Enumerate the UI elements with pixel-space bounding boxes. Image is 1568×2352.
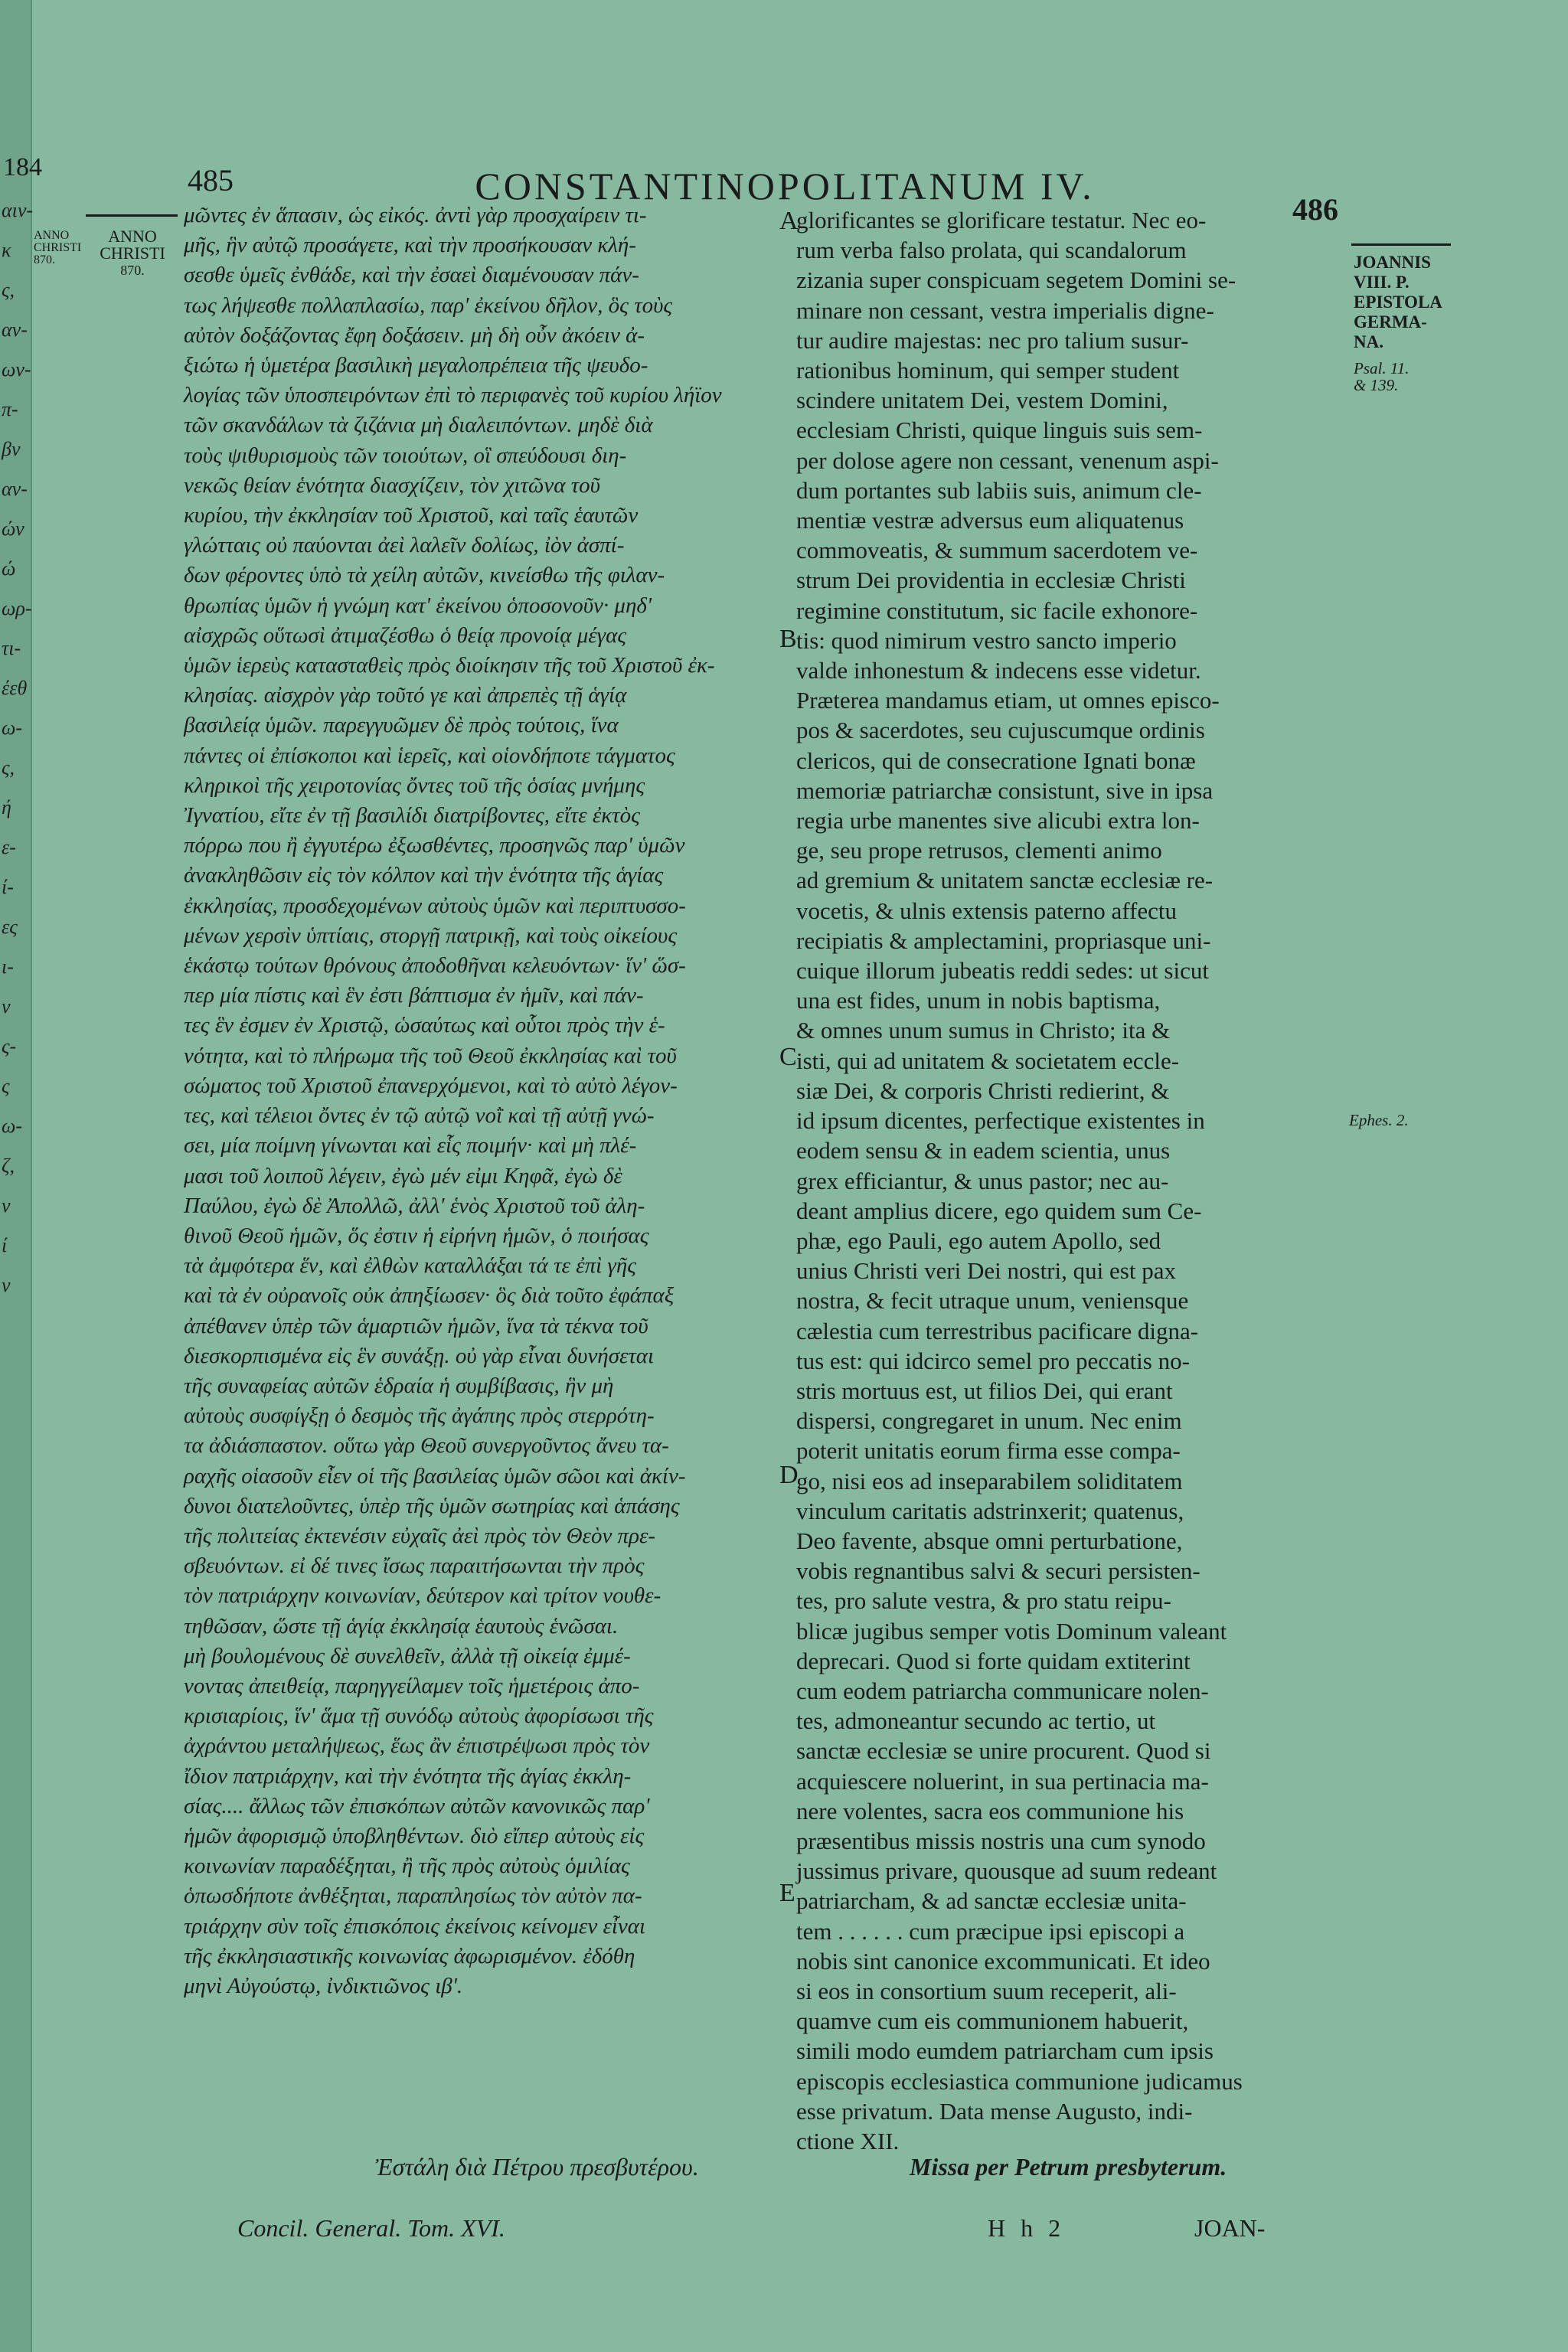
neighbor-text-fragment: τι- xyxy=(2,637,21,659)
greek-text-line: κοινωνίαν παραδέξηται, ἢ τῆς πρὸς αὐτοὺς ὁμιλίας xyxy=(184,1854,630,1879)
left-page-number: 485 xyxy=(188,163,234,198)
neighbor-text-fragment: ν xyxy=(2,1274,11,1296)
greek-text-line: νοντας ἀπειθείᾳ, παρηγγείλαμεν τοῖς ἡμετέροις ἀπο- xyxy=(184,1673,640,1698)
latin-text-line: id ipsum dicentes, perfectique existentes in xyxy=(796,1107,1205,1135)
latin-text-line: tus est: qui idcirco semel pro peccatis no- xyxy=(796,1347,1190,1374)
section-letter-a: A xyxy=(779,207,799,235)
latin-text-line: nobis sint canonice excommunicati. Et ideo xyxy=(796,1947,1210,1975)
greek-text-line: βασιλείᾳ ὑμῶν. παρεγγυῶμεν δὲ πρὸς τούτοις, ἵνα xyxy=(184,713,619,738)
neighbor-text-fragment: ων- xyxy=(2,358,31,381)
latin-text-line: pos & sacerdotes, seu cujuscumque ordinis xyxy=(796,717,1205,744)
greek-text-line: αὐτοὺς συσφίγξῃ ὁ δεσμὸς τῆς ἀγάπης πρὸς στερρότη- xyxy=(184,1403,655,1429)
latin-text-line: regia urbe manentes sive alicubi extra lon- xyxy=(796,807,1200,835)
latin-text-line: phæ, ego Pauli, ego autem Apollo, sed xyxy=(796,1227,1161,1254)
latin-text-line: ad gremium & unitatem sanctæ ecclesiæ re- xyxy=(796,867,1214,894)
latin-text-line: go, nisi eos ad inseparabilem soliditatem xyxy=(796,1467,1183,1494)
latin-text-line: præsentibus missis nostris una cum synodo xyxy=(796,1827,1206,1854)
latin-text-line: commoveatis, & summum sacerdotem ve- xyxy=(796,537,1198,564)
section-letter-b: B xyxy=(779,625,797,653)
latin-text-line: ge, seu prope retrusos, clementi animo xyxy=(796,837,1162,864)
latin-text-line: siæ Dei, & corporis Christi redierint, & xyxy=(796,1076,1170,1104)
latin-text-line: nere volentes, sacra eos communione his xyxy=(796,1797,1184,1824)
latin-text-line: sanctæ ecclesiæ se unire procurent. Quod si xyxy=(796,1737,1211,1765)
latin-text-line: cum eodem patriarcha communicare nolen- xyxy=(796,1677,1209,1704)
latin-text-line: tes, pro salute vestra, & pro statu reipu- xyxy=(796,1587,1171,1615)
neighbor-text-fragment: ς xyxy=(2,1075,10,1097)
greek-text-line: σβευόντων. εἰ δέ τινες ἴσως παραιτήσωνται τὴν πρὸς xyxy=(184,1553,645,1579)
greek-text-line: σεσθε ὑμεῖς ἐνθάδε, καὶ τὴν ἐσαεὶ διαμένουσαν πάν- xyxy=(184,263,639,288)
latin-text-line: scindere unitatem Dei, vestem Domini, xyxy=(796,387,1168,414)
neighbor-text-fragment: ώ xyxy=(2,557,16,580)
greek-text-line: ἴδιον πατριάρχην, καὶ τὴν ἑνότητα τῆς ἁγίας ἐκκλη- xyxy=(184,1763,632,1788)
catchword: JOAN- xyxy=(1194,2214,1266,2242)
latin-text-line: tem . . . . . . cum præcipue ipsi episcopi a xyxy=(796,1917,1185,1945)
greek-text-line: τὰ ἀμφότερα ἕν, καὶ ἐλθὼν καταλλάξαι τά τε ἐπὶ γῆς xyxy=(184,1253,637,1279)
greek-text-line: σώματος τοῦ Χριστοῦ ἐπανερχόμενοι, καὶ τὸ αὐτὸ λέγον- xyxy=(184,1073,678,1098)
latin-text-line: tis: quod nimirum vestro sancto imperio xyxy=(796,626,1177,654)
neighbor-text-fragment: ί xyxy=(2,1234,8,1256)
latin-text-line: poterit unitatis eorum firma esse compa- xyxy=(796,1437,1181,1465)
latin-text-line: glorificantes se glorificare testatur. Nec eo- xyxy=(796,207,1207,234)
latin-text-line: stris mortuus est, ut filios Dei, qui erant xyxy=(796,1377,1173,1404)
latin-text-line: tur audire majestas: nec pro talium susur- xyxy=(796,326,1189,354)
anno-christi-label: ANNO CHRISTI 870. xyxy=(100,227,165,278)
neighbor-text-fragment: κ xyxy=(2,239,11,261)
neighbor-text-fragment: ζ, xyxy=(2,1155,15,1177)
latin-text-line: deprecari. Quod si forte quidam extiterint xyxy=(796,1647,1191,1674)
greek-text-line: νότητα, καὶ τὸ πλήρωμα τῆς τοῦ Θεοῦ ἐκκλησίας καὶ τοῦ xyxy=(184,1043,677,1068)
greek-text-line: κληρικοὶ τῆς χειροτονίας ὄντες τοῦ τῆς ὁσίας μνήμης xyxy=(184,773,645,798)
latin-text-line: recipiatis & amplectamini, propriasque uni- xyxy=(796,926,1211,954)
greek-text-line: κλησίας. αἰσχρὸν γὰρ τοῦτό γε καὶ ἀπρεπὲς τῇ ἁγίᾳ xyxy=(184,683,627,708)
latin-text-line: mentiæ vestræ adversus eum aliquatenus xyxy=(796,507,1184,534)
latin-text-line: acquiescere noluerint, in sua pertinacia ma- xyxy=(796,1767,1209,1795)
ephesians-reference: Ephes. 2. xyxy=(1349,1111,1409,1129)
greek-text-line: δυνοι διατελοῦντες, ὑπὲρ τῆς ὑμῶν σωτηρίας καὶ ἁπάσης xyxy=(184,1493,680,1518)
neighbor-text-fragment: αν- xyxy=(2,318,28,341)
greek-text-line: κρισιαρίοις, ἵν' ἅμα τῇ συνόδῳ αὐτοὺς ἀφορίσωσι τῆς xyxy=(184,1704,654,1729)
neighbor-text-fragment: αν- xyxy=(2,478,28,500)
author-marginal-note: JOANNIS VIII. P. EPISTOLA GERMA- NA. xyxy=(1354,253,1442,351)
greek-text-line: μῆς, ἣν αὐτῷ προσάγετε, καὶ τὴν προσήκουσαν κλή- xyxy=(184,233,636,258)
latin-text-line: eodem sensu & in eadem scientia, unus xyxy=(796,1137,1171,1165)
greek-text-line: θινοῦ Θεοῦ ἡμῶν, ὅς ἐστιν ἡ εἰρήνη ἡμῶν, ὁ ποιήσας xyxy=(184,1223,649,1248)
greek-text-line: ἀπέθανεν ὑπὲρ τῶν ἁμαρτιῶν ἡμῶν, ἵνα τὰ τέκνα τοῦ xyxy=(184,1313,648,1338)
neighbor-text-fragment: π- xyxy=(2,398,18,420)
latin-text-line: tes, admoneantur secundo ac tertio, ut xyxy=(796,1707,1156,1735)
latin-text-line: clericos, qui de consecratione Ignati bonæ xyxy=(796,746,1196,774)
neighbor-text-fragment: ί- xyxy=(2,876,14,898)
latin-text-line: cuique illorum jubeatis reddi sedes: ut sicut xyxy=(796,957,1209,985)
latin-text-line: ctione XII. xyxy=(796,2128,900,2154)
greek-text-line: Ἰγνατίου, εἴτε ἐν τῇ βασιλίδι διατρίβοντες, εἴτε ἐκτὸς xyxy=(184,803,640,828)
latin-text-line: Deo favente, absque omni perturbatione, xyxy=(796,1527,1183,1554)
greek-text-line: τηθῶσαν, ὥστε τῇ ἁγίᾳ ἐκκλησίᾳ ἑαυτοὺς ἑνῶσαι. xyxy=(184,1613,619,1638)
greek-text-line: περ μία πίστις καὶ ἓν ἐστι βάπτισμα ἐν ἡμῖν, καὶ πάν- xyxy=(184,983,644,1008)
latin-text-line: deant amplius dicere, ego quidem sum Ce- xyxy=(796,1197,1202,1224)
neighbor-text-fragment: ω- xyxy=(2,717,23,739)
latin-text-line: vinculum caritatis adstrinxerit; quatenus, xyxy=(796,1497,1184,1524)
neighbor-text-fragment: ς, xyxy=(2,756,15,779)
greek-text-line: τως λήψεσθε πολλαπλασίω, παρ' ἐκείνου δῆλον, ὃς τοὺς xyxy=(184,292,673,318)
greek-text-column xyxy=(184,201,777,2001)
neighbor-text-fragment: ωρ- xyxy=(2,597,32,619)
latin-text-line: dum portantes sub labiis suis, animum cle- xyxy=(796,476,1202,504)
page-title: CONSTANTINOPOLITANUM IV. xyxy=(475,165,1095,207)
signature-mark: Concil. General. Tom. XVI. xyxy=(237,2214,505,2242)
latin-text-line: memoriæ patriarchæ consistunt, sive in ipsa xyxy=(796,776,1214,804)
greek-text-line: τῆς πολιτείας ἐκτενέσιν εὐχαῖς ἀεὶ πρὸς τὸν Θεὸν πρε- xyxy=(184,1523,656,1548)
latin-text-line: minare non cessant, vestra imperialis digne- xyxy=(796,296,1214,324)
greek-text-line: πόρρω που ἢ ἐγγυτέρω ἐξωσθέντες, προσηνῶς παρ' ὑμῶν xyxy=(184,833,685,858)
latin-text-line: zizania super conspicuam segetem Domini se- xyxy=(796,266,1236,294)
section-letter-e: E xyxy=(779,1879,795,1907)
neighbor-text-fragment: ες xyxy=(2,916,18,938)
latin-text-line: ecclesiam Christi, quique linguis suis sem- xyxy=(796,416,1203,444)
neighbor-text-fragment: ε- xyxy=(2,836,16,858)
greek-text-line: ὁπωσδήποτε ἀνθέξηται, παραπλησίως τὸν αὐτὸν πα- xyxy=(184,1883,642,1909)
neighbor-text-fragment: ς- xyxy=(2,1035,17,1057)
neighbor-anno-label: ANNO CHRISTI 870. xyxy=(34,229,82,266)
greek-text-line: γλώτταις οὐ παύονται ἀεὶ λαλεῖν δολίως, ἰὸν ἀσπί- xyxy=(184,533,625,558)
neighbor-text-fragment: ς, xyxy=(2,279,15,301)
greek-text-line: καὶ τὰ ἐν οὐρανοῖς οὐκ ἀπηξίωσεν· ὃς διὰ τοῦτο ἐφάπαξ xyxy=(184,1283,675,1308)
latin-text-line: isti, qui ad unitatem & societatem eccle- xyxy=(796,1047,1180,1074)
latin-text-line: strum Dei providentia in ecclesiæ Christi xyxy=(796,567,1186,594)
greek-text-line: μένων χερσὶν ὑπτίαις, στοργῇ πατρικῇ, καὶ τοὺς οἰκείους xyxy=(184,923,678,948)
greek-text-line: τῆς ἐκκλησιαστικῆς κοινωνίας ἀφωρισμένον. ἐδόθη xyxy=(184,1943,635,1968)
greek-text-line: κυρίου, τὴν ἐκκλησίαν τοῦ Χριστοῦ, καὶ ταῖς ἑαυτῶν xyxy=(184,503,639,528)
greek-text-line: νεκῶς θείαν ἑνότητα διασχίζειν, τὸν χιτῶνα τοῦ xyxy=(184,472,600,498)
psalm-reference: Psal. 11. & 139. xyxy=(1354,359,1410,394)
latin-text-line: blicæ jugibus semper votis Dominum valeant xyxy=(796,1617,1227,1645)
greek-text-line: ἀνακληθῶσιν εἰς τὸν κόλπον καὶ τὴν ἑνότητα τῆς ἁγίας xyxy=(184,863,664,888)
latin-sending-note: Missa per Petrum presbyterum. xyxy=(910,2153,1227,2180)
neighbor-text-fragment: ω- xyxy=(2,1115,23,1137)
greek-text-line: τῆς συναφείας αὐτῶν ἑδραία ἡ συμβίβασις, ἣν μὴ xyxy=(184,1373,614,1398)
latin-text-line: nostra, & fecit utraque unum, veniensque xyxy=(796,1287,1189,1315)
greek-text-line: μηνὶ Αὐγούστῳ, ἰνδικτιῶνος ιβ'. xyxy=(184,1973,463,1998)
section-letter-c: C xyxy=(779,1043,797,1071)
greek-text-line: ραχῆς οἱασοῦν εἶεν οἱ τῆς βασιλείας ὑμῶν σῶοι καὶ ἀκίν- xyxy=(184,1463,686,1488)
greek-text-line: ὑμῶν ἱερεὺς κατασταθεὶς πρὸς διοίκησιν τῆς τοῦ Χριστοῦ ἐκ- xyxy=(184,653,715,678)
neighbor-text-fragment: ι- xyxy=(2,956,14,978)
greek-text-line: τες ἓν ἐσμεν ἐν Χριστῷ, ὡσαύτως καὶ οὗτοι πρὸς τὴν ἑ- xyxy=(184,1013,665,1038)
latin-text-line: cælestia cum terrestribus pacificare digna- xyxy=(796,1317,1199,1344)
latin-text-line: per dolose agere non cessant, venenum aspi- xyxy=(796,446,1219,474)
greek-text-line: μασι τοῦ λοιποῦ λέγειν, ἐγὼ μέν εἰμι Κηφᾶ, ἐγὼ δὲ xyxy=(184,1163,622,1188)
greek-text-line: αὐτὸν δοξάζοντας ἔφη δοξάσειν. μὴ δὴ οὖν ἀκόειν ἀ- xyxy=(184,322,645,348)
latin-text-line: rum verba falso prolata, qui scandalorum xyxy=(796,237,1187,264)
greek-text-line: τοὺς ψιθυρισμοὺς τῶν τοιούτων, οἳ σπεύδουσι διη- xyxy=(184,443,627,468)
greek-text-line: τριάρχην σὺν τοῖς ἐπισκόποις ἐκείνοις κείνομεν εἶναι xyxy=(184,1913,646,1939)
latin-text-line: una est fides, unum in nobis baptisma, xyxy=(796,987,1161,1014)
greek-text-line: διεσκορπισμένα εἰς ἓν συνάξῃ. οὐ γὰρ εἶναι δυνήσεται xyxy=(184,1343,655,1368)
neighbor-text-fragment: ν xyxy=(2,995,11,1018)
greek-text-line: ἑκάστῳ τούτων θρόνους ἀποδοθῆναι κελευόντων· ἵν' ὥσ- xyxy=(184,953,686,978)
neighbor-text-fragment: ών xyxy=(2,518,24,540)
latin-text-line: simili modo eumdem patriarcham cum ipsis xyxy=(796,2037,1214,2065)
latin-text-line: dispersi, congregaret in unum. Nec enim xyxy=(796,1407,1182,1435)
right-page-number: 486 xyxy=(1292,192,1338,227)
latin-text-line: si eos in consortium suum receperit, ali- xyxy=(796,1977,1177,2004)
latin-text-line: valde inhonestum & indecens esse videtur. xyxy=(796,657,1201,684)
latin-text-line: Præterea mandamus etiam, ut omnes episco- xyxy=(796,687,1220,714)
latin-text-line: episcopis ecclesiastica communione judicamus xyxy=(796,2067,1243,2095)
latin-text-line: patriarcham, & ad sanctæ ecclesiæ unita- xyxy=(796,1887,1187,1915)
neighbor-text-fragment: ή xyxy=(2,796,11,818)
latin-text-line: regimine constitutum, sic facile exhonore- xyxy=(796,596,1198,624)
latin-text-line: vobis regnantibus salvi & securi persisten- xyxy=(796,1557,1200,1585)
latin-text-line: quamve cum eis communionem habuerit, xyxy=(796,2007,1189,2035)
neighbor-text-fragment: έεθ xyxy=(2,677,28,699)
greek-text-line: ἐκκλησίας, προσδεχομένων αὐτοὺς ὑμῶν καὶ περιπτυσσο- xyxy=(184,893,686,918)
greek-text-line: ξιώτω ἡ ὑμετέρα βασιλικὴ μεγαλοπρέπεια τῆς ψευδο- xyxy=(184,353,648,378)
latin-text-line: & omnes unum sumus in Christo; ita & xyxy=(796,1017,1171,1044)
greek-text-line: αἰσχρῶς οὕτωσὶ ἀτιμαζέσθω ὁ θείᾳ προνοίᾳ μέγας xyxy=(184,622,627,648)
greek-text-line: ἀχράντου μεταλήψεως, ἕως ἂν ἐπιστρέψωσι πρὸς τὸν xyxy=(184,1733,650,1759)
greek-text-line: ἡμῶν ἀφορισμῷ ὑποβληθέντων. διὸ εἴπερ αὐτοὺς εἰς xyxy=(184,1823,645,1848)
latin-text-line: vocetis, & ulnis extensis paterno affectu xyxy=(796,897,1178,924)
prev-page-number: 184 xyxy=(3,153,42,181)
latin-text-line: esse privatum. Data mense Augusto, indi- xyxy=(796,2097,1193,2125)
right-margin-rule xyxy=(1351,243,1451,246)
greek-text-line: τῶν σκανδάλων τὰ ζιζάνια μὴ διαλειπόντων. μηδὲ διὰ xyxy=(184,413,653,438)
greek-text-line: μὴ βουλομένους δὲ συνελθεῖν, ἀλλὰ τῇ οἰκείᾳ ἐμμέ- xyxy=(184,1643,631,1668)
greek-text-line: τὸν πατριάρχην κοινωνίαν, δεύτερον καὶ τρίτον νουθε- xyxy=(184,1583,662,1609)
latin-text-line: rationibus hominum, qui semper student xyxy=(796,357,1180,384)
neighbor-text-fragment: βν xyxy=(2,438,21,460)
greek-text-line: πάντες οἱ ἐπίσκοποι καὶ ἱερεῖς, καὶ οἱονδήποτε τάγματος xyxy=(184,743,675,768)
latin-text-line: jussimus privare, quousque ad suum redeant xyxy=(796,1857,1217,1885)
latin-text-column xyxy=(796,205,1336,2156)
greek-text-line: δων φέροντες ὑπὸ τὰ χείλη αὐτῶν, κινείσθω τῆς φιλαν- xyxy=(184,563,665,588)
greek-text-line: Παύλου, ἐγὼ δὲ Ἀπολλῶ, ἀλλ' ἑνὸς Χριστοῦ τοῦ ἀλη- xyxy=(184,1193,645,1218)
latin-text-line: unius Christi veri Dei nostri, qui est pax xyxy=(796,1257,1176,1285)
greek-text-line: σίας.... ἄλλως τῶν ἐπισκόπων αὐτῶν κανονικῶς παρ' xyxy=(184,1793,650,1818)
greek-text-line: τα ἀδιάσπαστον. οὕτω γὰρ Θεοῦ συνεργοῦντος ἄνευ τα- xyxy=(184,1433,669,1459)
greek-text-line: θρωπίας ὑμῶν ἡ γνώμη κατ' ἐκείνου ὁποσονοῦν· μηδ' xyxy=(184,593,652,618)
greek-text-line: σει, μία ποίμνη γίνωνται καὶ εἷς ποιμήν· καὶ μὴ πλέ- xyxy=(184,1133,637,1158)
sheet-mark: H h 2 xyxy=(988,2214,1066,2242)
latin-text-line: grex efficiantur, & unus pastor; nec au- xyxy=(796,1167,1169,1194)
section-letter-d: D xyxy=(779,1461,799,1489)
left-margin-rule xyxy=(86,214,178,217)
greek-text-line: μῶντες ἐν ἅπασιν, ὡς εἰκός. ἀντὶ γὰρ προσχαίρειν τι- xyxy=(184,203,647,227)
greek-sending-note: Ἐστάλη διὰ Πέτρου πρεσβυτέρου. xyxy=(375,2153,699,2180)
greek-text-line: λογίας τῶν ὑποσπειρόντων ἐπὶ τὸ περιφανὲς τοῦ κυρίου λήϊον xyxy=(184,383,722,408)
neighbor-text-fragment: ν xyxy=(2,1194,11,1217)
greek-text-line: τες, καὶ τέλειοι ὄντες ἐν τῷ αὐτῷ νοῒ καὶ τῇ αὐτῇ γνώ- xyxy=(184,1103,655,1129)
neighbor-text-fragment: αιν- xyxy=(2,199,34,221)
